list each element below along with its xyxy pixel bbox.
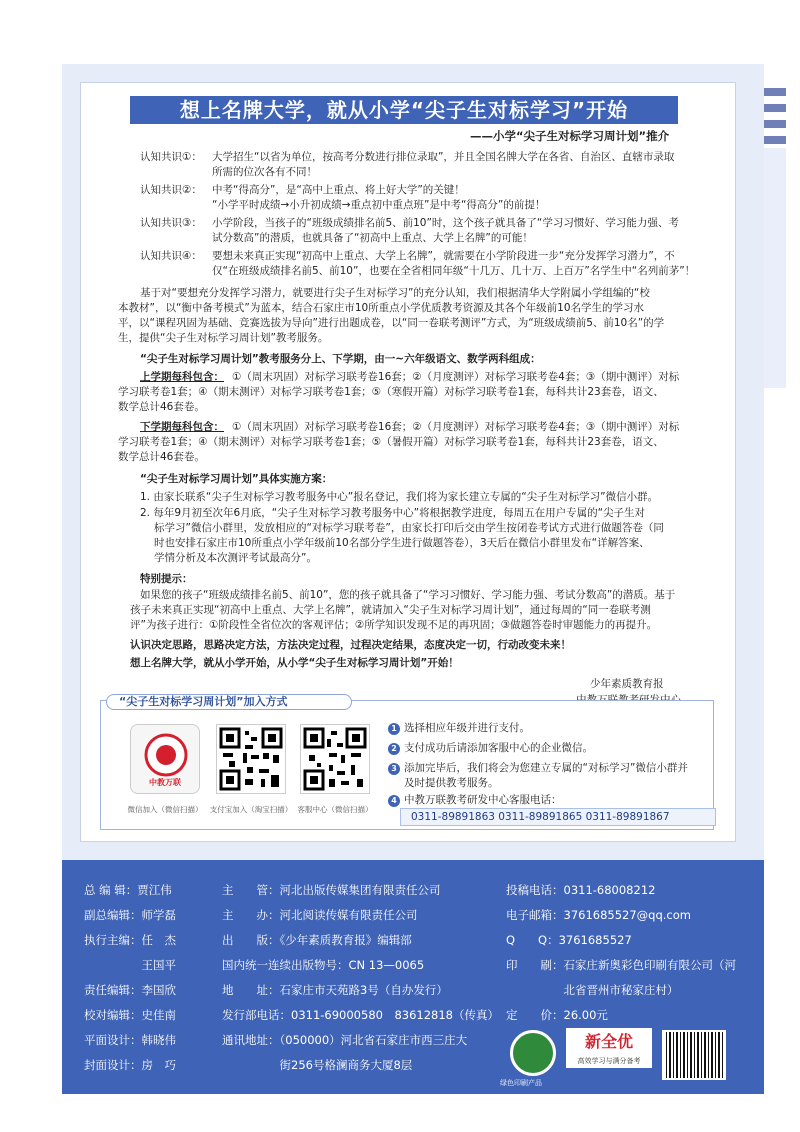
footer-staff: 执行主编：任 杰 bbox=[84, 933, 176, 947]
edge-stripe bbox=[764, 104, 786, 112]
plan-line: 1. 由家长联系“尖子生对标学习教考服务中心”报名登记，我们将为家长建立专属的“尖子生对标学习”微信小群。 bbox=[140, 491, 659, 503]
intro-line: 本教材”，以“衡中备考模式”为蓝本，结合石家庄市10所重点小学优质教考资源及其各个年级前10名学生的学习水 bbox=[118, 302, 645, 314]
footer-publisher: 地 址：石家庄市天苑路3号（自办发行） bbox=[222, 983, 448, 997]
cognition-2-line: 中考“得高分”，是“高中上重点、将上好大学”的关键！ bbox=[212, 184, 465, 196]
first-term-line: ①（周末巩固）对标学习联考卷16套；②（月度测评）对标学习联考卷4套；③（期中测评）对标 bbox=[232, 371, 680, 383]
cognition-3-line: 试分数高”的潜质，也就具备了“初高中上重点、大学上名牌”的可能！ bbox=[212, 232, 533, 244]
footer-contact: 定 价：26.00元 bbox=[506, 1008, 608, 1022]
footer-publisher: 通讯地址：（050000）河北省石家庄市西三庄大 bbox=[222, 1033, 468, 1047]
tip-line: 孩子未来真正实现“初高中上重点、大学上名牌”，就请加入“尖子生对标学习周计划”，通过每周的“同一卷联考测 bbox=[130, 604, 651, 616]
qr-code-service[interactable] bbox=[300, 724, 370, 794]
side-tab bbox=[764, 148, 786, 388]
first-term-line: 学习联考卷1套；④（期末测评）对标学习联考卷1套；⑤（寒假开篇）对标学习联考卷1套，每科共计23套卷，语文、 bbox=[118, 386, 664, 398]
footer-contact: 投稿电话：0311-68008212 bbox=[506, 883, 656, 897]
cognition-1-line: 大学招生“以省为单位，按高考分数进行排位录取”，并且全国名牌大学在各省、自治区、直辖市录取 bbox=[212, 151, 675, 163]
qr-code-icon bbox=[217, 725, 285, 793]
footer-contact: 印 刷：石家庄新奥彩色印刷有限公司（河 bbox=[506, 958, 736, 972]
qr-label: 微信加入（微信扫描） bbox=[127, 805, 203, 814]
second-term-line: ①（周末巩固）对标学习联考卷16套；②（月度测评）对标学习联考卷4套；③（期中测评）对标 bbox=[232, 421, 680, 433]
footer-contact: 北省晋州市秘家庄村） bbox=[506, 983, 679, 997]
cognition-1-line: 所需的位次各有不同！ bbox=[212, 166, 317, 178]
join-step bbox=[388, 740, 593, 755]
footer-contact: Q Q：3761685527 bbox=[506, 933, 632, 947]
join-step bbox=[388, 792, 562, 807]
step-number: 3 bbox=[388, 763, 400, 775]
footer-staff: 封面设计：房 巧 bbox=[84, 1058, 176, 1072]
barcode bbox=[662, 1030, 726, 1080]
banner-subtitle: ——小学“尖子生对标学习周计划”推介 bbox=[470, 129, 670, 143]
footer-publisher: 主 管：河北出版传媒集团有限责任公司 bbox=[222, 883, 441, 897]
step-text: 选择相应年级并进行支付。 bbox=[404, 722, 530, 734]
first-term-label: 上学期每科包含： bbox=[140, 371, 224, 383]
cognition-3-label: 认知共识③： bbox=[140, 217, 202, 229]
tip-heading: 特别提示： bbox=[140, 573, 193, 585]
cognition-2-label: 认知共识②： bbox=[140, 184, 202, 196]
cognition-4-label: 认知共识④： bbox=[140, 250, 202, 262]
footer-staff: 王国平 bbox=[84, 958, 176, 972]
cognition-4-line: 仅“在班级成绩排名前5、前10”，也要在全省相同年级“十几万、几十万、上百万”名学生中“名列前茅”！ bbox=[212, 265, 696, 277]
footer-staff: 责任编辑：李国欣 bbox=[84, 983, 176, 997]
tip-line: 评”为孩子进行：①阶段性全省位次的客观评估；②所学知识发现不足的再巩固；③做题答卷时审题能力的再提升。 bbox=[130, 619, 658, 631]
slogan-line: 认识决定思路，思路决定方法，方法决定过程，过程决定结果，态度决定一切，行动改变未来！ bbox=[130, 639, 571, 651]
step-text: 添加完毕后，我们将会为您建立专属的“对标学习”微信小群并 bbox=[404, 762, 688, 774]
footer-staff: 平面设计：韩晓伟 bbox=[84, 1033, 176, 1047]
join-step bbox=[388, 720, 530, 735]
edge-stripe bbox=[764, 136, 786, 144]
edge-stripe bbox=[764, 88, 786, 96]
step-text: 支付成功后请添加客服中心的企业微信。 bbox=[404, 742, 593, 754]
service-phones[interactable]: 0311-89891863 0311-89891865 0311-89891867 bbox=[400, 808, 716, 826]
footer-staff: 校对编辑：史佳南 bbox=[84, 1008, 176, 1022]
plan-line: 标学习”微信小群里，发放相应的“对标学习联考卷”，由家长打印后交由学生按闭卷考试方式进行做题答卷（同 bbox=[154, 522, 664, 534]
plan-heading: “尖子生对标学习周计划”具体实施方案： bbox=[140, 473, 333, 485]
footer-publisher: 国内统一连续出版物号：CN 13—0065 bbox=[222, 958, 425, 972]
join-step bbox=[388, 760, 688, 775]
brand-tagline: 高效学习与满分备考 bbox=[577, 1057, 641, 1065]
cognition-2-line: “小学平时成绩→小升初成绩→重点初中重点班”是中考“得高分”的前提！ bbox=[212, 199, 546, 211]
step-number: 4 bbox=[388, 795, 400, 807]
cognition-1-label: 认知共识①： bbox=[140, 151, 202, 163]
service-heading: “尖子生对标学习周计划”教考服务分上、下学期，由一~六年级语文、数学两科组成： bbox=[140, 353, 541, 365]
plan-line: 2. 每年9月初至次年6月底，“尖子生对标学习教考服务中心”将根据教学进度，每周五在用户专属的“尖子生对 bbox=[140, 507, 646, 519]
intro-line: 平，以“课程巩固为基础、竞赛选拔为导向”进行出题成卷，以“同一卷联考测评”方式，为“班级成绩前5、前10名”的学 bbox=[118, 317, 665, 329]
footer-staff: 副总编辑：师学磊 bbox=[84, 908, 176, 922]
step-number: 1 bbox=[388, 723, 400, 735]
brand-logo: 新全优 bbox=[566, 1028, 652, 1068]
edge-stripe bbox=[764, 120, 786, 128]
wechat-join-card[interactable] bbox=[130, 724, 200, 794]
qr-label: 支付宝加入（淘宝扫描） bbox=[209, 805, 293, 814]
slogan-line: 想上名牌大学，就从小学开始，从小学“尖子生对标学习周计划”开始！ bbox=[130, 657, 459, 669]
second-term-line: 数学总计46套卷。 bbox=[118, 451, 205, 463]
plan-line: 时也安排石家庄市10所重点小学年级前10名部分学生进行做题答卷），3天后在微信小群里发布“详解答案、 bbox=[154, 537, 650, 549]
qr-code-icon bbox=[301, 725, 369, 793]
logo-text: 中教万联 bbox=[149, 778, 181, 787]
second-term-label: 下学期每科包含： bbox=[140, 421, 224, 433]
footer-publisher: 主 办：河北阅读传媒有限责任公司 bbox=[222, 908, 418, 922]
second-term-line: 学习联考卷1套；④（期末测评）对标学习联考卷1套；⑤（暑假开篇）对标学习联考卷1套，每科共计23套卷，语文、 bbox=[118, 436, 664, 448]
footer-publisher: 街256号格澜商务大厦8层 bbox=[222, 1058, 413, 1072]
plan-line: 学情分析及本次测评考试最高分”。 bbox=[154, 552, 317, 564]
footer-staff: 总 编 辑：贾江伟 bbox=[84, 883, 172, 897]
footer-contact: 电子邮箱：3761685527@qq.com bbox=[506, 908, 691, 922]
tip-line: 如果您的孩子“班级成绩排名前5、前10”，您的孩子就具备了“学习习惯好、学习能力强、考试分数高”的潜质。基于 bbox=[140, 589, 676, 601]
footer-publisher: 发行部电话：0311-69000580 83612818（传真） bbox=[222, 1008, 499, 1022]
cognition-3-line: 小学阶段，当孩子的“班级成绩排名前5、前10”时，这个孩子就具备了“学习习惯好、学习能力强、考 bbox=[212, 217, 679, 229]
first-term-line: 数学总计46套卷。 bbox=[118, 401, 205, 413]
green-print-label: 绿色印刷产品 bbox=[500, 1079, 542, 1087]
signature-publisher: 少年素质教育报 bbox=[590, 678, 664, 690]
qr-label: 客服中心（微信扫描） bbox=[297, 805, 373, 814]
join-title: “尖子生对标学习周计划”加入方式 bbox=[106, 694, 352, 710]
step-number: 2 bbox=[388, 743, 400, 755]
join-step-cont: 及时提供教考服务。 bbox=[404, 777, 499, 789]
qr-code-alipay[interactable] bbox=[216, 724, 286, 794]
intro-line: 基于对“要想充分发挥学习潜力，就要进行尖子生对标学习”的充分认知，我们根据清华大学附属小学组编的“校 bbox=[140, 287, 650, 299]
intro-line: 生，提供“尖子生对标学习周计划”教考服务。 bbox=[118, 332, 329, 344]
cognition-4-line: 要想未来真正实现“初高中上重点、大学上名牌”，就需要在小学阶段进一步“充分发挥学习潜力”，不 bbox=[212, 250, 675, 262]
banner-title: 想上名牌大学，就从小学“尖子生对标学习”开始 bbox=[130, 96, 678, 124]
step-text: 中教万联教考研发中心客服电话： bbox=[404, 794, 562, 806]
footer-publisher: 出 版：《少年素质教育报》编辑部 bbox=[222, 933, 412, 947]
green-print-logo bbox=[510, 1030, 556, 1076]
